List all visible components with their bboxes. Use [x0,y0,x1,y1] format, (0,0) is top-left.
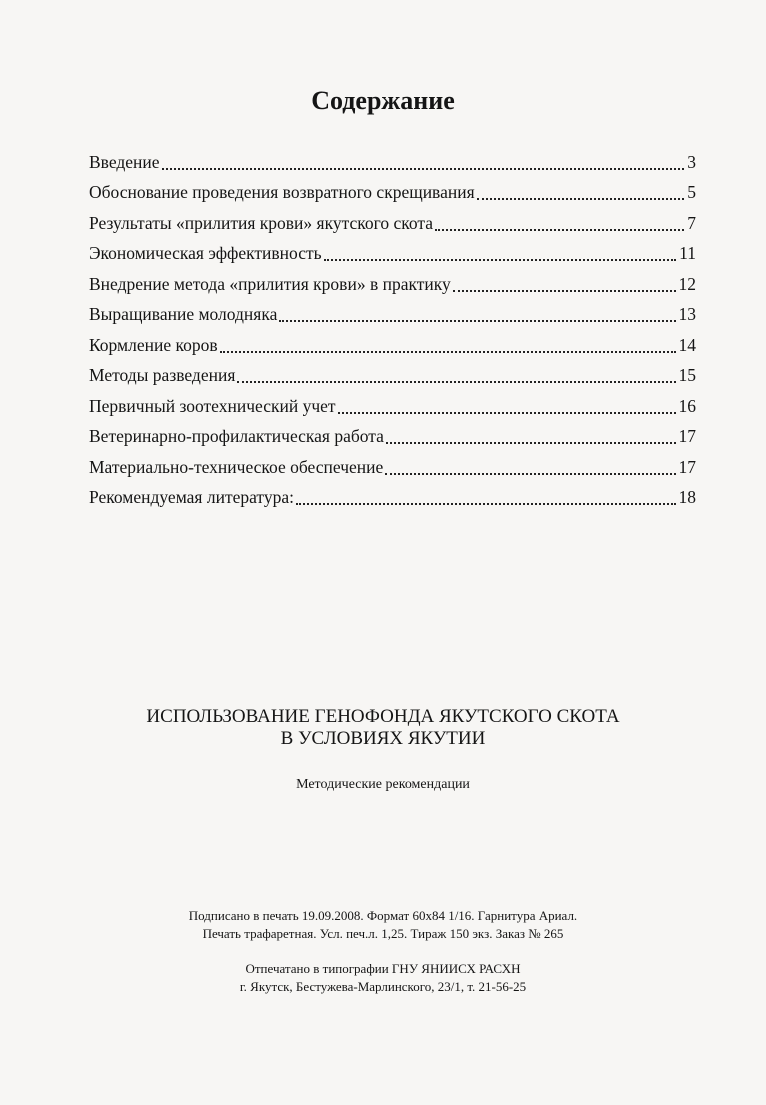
printer-info-line-2: г. Якутск, Бестужева-Марлинского, 23/1, т. 21-56-25 [239,979,527,994]
toc-item-label: Выращивание молодняка [89,304,278,324]
toc-item-page: 11 [679,243,696,263]
toc-item [89,331,696,362]
toc-leader-dots [435,211,684,231]
toc-item [89,240,696,271]
toc-item-page: 17 [678,426,696,446]
toc-item-page: 14 [678,334,696,355]
toc-item-label: Внедрение метода «прилития крови» в практику [89,273,451,294]
toc-item [89,392,696,423]
printer-info-line-1: Отпечатано в типографии ГНУ ЯНИИСХ РАСХН [245,961,521,976]
toc-item-label: Методы разведения [89,365,236,385]
toc-leader-dots [237,364,675,384]
toc-item-page: 7 [687,212,696,233]
book-subtitle: Методические рекомендации [296,777,470,792]
toc-item-label: Кормление коров [89,334,218,355]
toc-item [89,148,696,179]
toc-leader-dots [220,333,676,353]
print-details [0,907,766,943]
toc-item [89,270,696,301]
toc-item-page: 15 [678,365,696,385]
toc-item-label: Результаты «прилития крови» якутского скота [89,212,433,233]
toc-item-page: 5 [687,182,696,202]
toc-leader-dots [162,150,685,170]
printer-info [0,960,766,996]
toc-item-label: Обоснование проведения возвратного скрещивания [89,182,475,202]
toc-item [89,301,696,332]
toc-item-label: Введение [89,151,160,172]
toc-item-label: Первичный зоотехнический учет [89,395,336,416]
toc-item-page: 3 [687,151,696,172]
toc-item [89,179,696,210]
toc-item-label: Ветеринарно-профилактическая работа [89,426,384,446]
toc-item-label: Экономическая эффективность [89,243,322,263]
toc-item [89,453,696,484]
toc-item [89,209,696,240]
print-details-line-2: Печать трафаретная. Усл. печ.л. 1,25. Тираж 150 экз. Заказ № 265 [202,926,564,941]
toc-item [89,484,696,515]
toc-leader-dots [477,181,685,201]
toc-item-page: 16 [678,395,696,416]
toc-item-page: 17 [678,456,696,477]
toc-item-page: 18 [678,487,696,507]
book-title-line-1: ИСПОЛЬЗОВАНИЕ ГЕНОФОНДА ЯКУТСКОГО СКОТА [146,706,620,727]
book-title-line-2: В УСЛОВИЯХ ЯКУТИИ [280,728,486,749]
toc-item [89,423,696,454]
print-details-line-1: Подписано в печать 19.09.2008. Формат 60x84 1/16. Гарнитура Ариал. [188,908,578,923]
toc-item-page: 13 [678,304,696,324]
toc-item-label: Материально-техническое обеспечение [89,456,384,477]
toc-leader-dots [324,242,677,262]
toc-item [89,362,696,393]
toc-leader-dots [338,394,676,414]
toc-leader-dots [296,486,676,506]
book-title [0,706,766,750]
toc-leader-dots [386,425,676,445]
toc-item-label: Рекомендуемая литература: [89,487,294,507]
toc-title: Содержание [311,86,455,115]
toc-leader-dots [279,303,675,323]
toc-item-page: 12 [678,273,696,294]
toc-leader-dots [385,455,675,475]
toc-leader-dots [453,272,676,292]
table-of-contents [89,148,696,514]
